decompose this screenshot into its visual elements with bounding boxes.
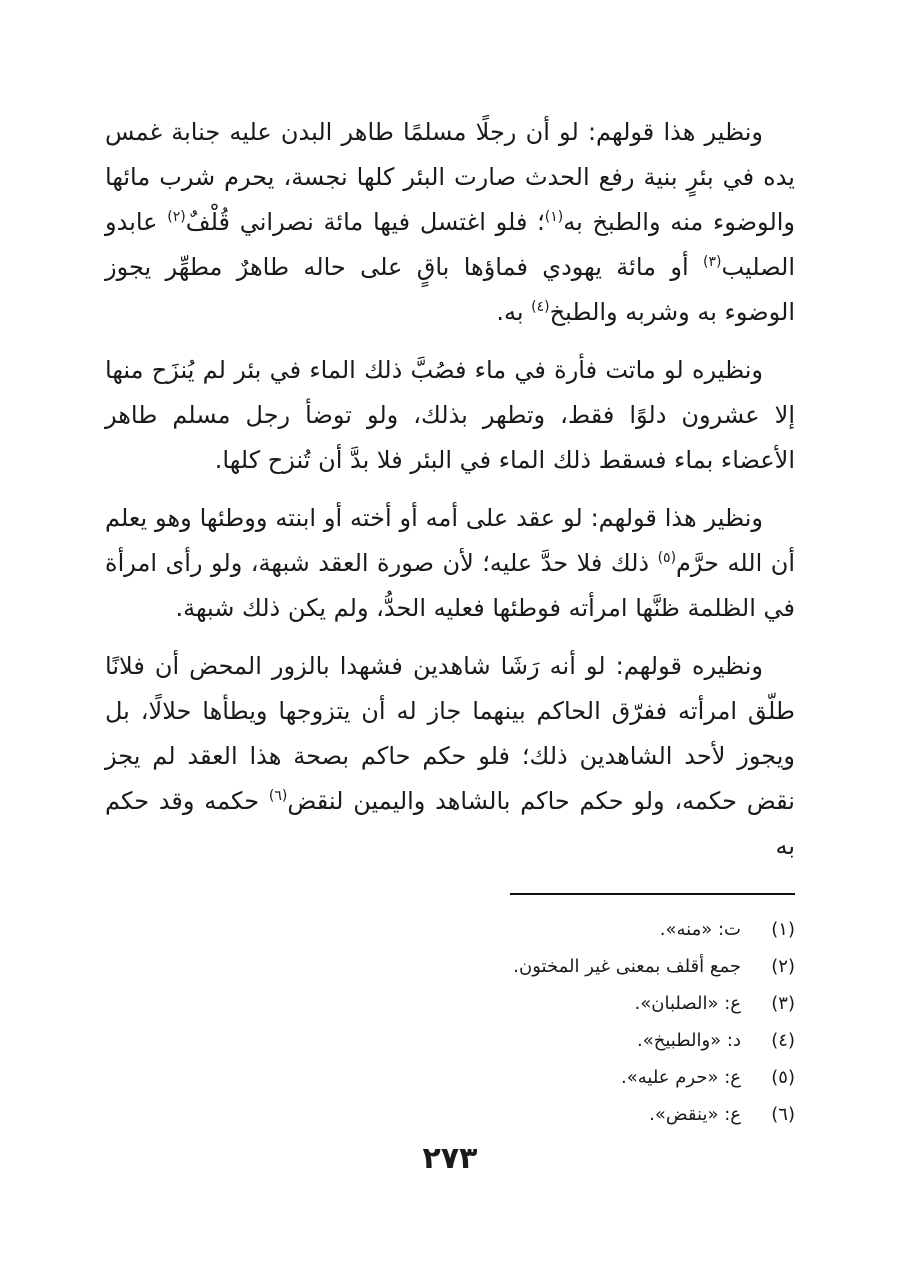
paragraph: ونظيره قولهم: لو أنه رَشَا شاهدين فشهدا بالزور المحض أن فلانًا طلّق امرأته ففرّق الحاكم بينهما جاز له أن يتزوجها ويطأها حلالًا، بل ويجوز لأحد الشاهدين ذلك؛ فلو حكم حاكم بصحة هذا العقد لم يجز نقض حكمه، ولو حكم حاكم بالشاهد واليمين لنقض$^{(٦)}$ حكمه وقد حكم به	[105, 652, 795, 860]
footnote-item	[105, 1096, 795, 1133]
footnote-text: ع: «ينقض».	[649, 1104, 741, 1125]
footnote-text: جمع أقلف بمعنى غير المختون.	[513, 956, 741, 977]
footnote-number: (٦)	[771, 1104, 795, 1125]
footnote-marker: (٦)	[268, 788, 288, 804]
paragraph: ونظير هذا قولهم: لو عقد على أمه أو أخته أو ابنته ووطئها وهو يعلم أن الله حرَّم$^{(٥)}$ ذلك فلا حدَّ عليه؛ لأن صورة العقد شبهة، ولو رأى امرأة في الظلمة ظنَّها امرأته فوطئها فعليه الحدُّ، ولم يكن ذلك شبهة.	[105, 504, 795, 622]
paragraph: ونظير هذا قولهم: لو أن رجلًا مسلمًا طاهر البدن عليه جنابة غمس يده في بئرٍ بنية رفع الحدث صارت البئر كلها نجسة، يحرم شرب مائها والوضوء منه والطبخ به$^{(١)}$؛ فلو اغتسل فيها مائة نصراني قُلْفٌ$^{(٢)}$ عابدو الصليب$^{(٣)}$ أو مائة يهودي فماؤها باقٍ على حاله طاهرٌ مطهِّر يجوز الوضوء به وشربه والطبخ$^{(٤)}$ به.	[105, 118, 796, 326]
footnote-text: ع: «حرم عليه».	[621, 1067, 741, 1088]
footnote-item	[105, 1059, 795, 1096]
footnote-text: د: «والطبيخ».	[637, 1030, 741, 1051]
footnote-text: ع: «الصلبان».	[634, 993, 741, 1014]
footnote-marker: (٣)	[702, 254, 722, 270]
footnote-number: (١)	[771, 919, 795, 940]
footnote-number: (٣)	[771, 993, 795, 1014]
page-content	[105, 110, 795, 1133]
footnote-number: (٥)	[771, 1067, 795, 1088]
footnote-item	[105, 948, 795, 985]
footnote-item	[105, 1022, 795, 1059]
footnote-text: ت: «منه».	[659, 919, 741, 940]
footnote-item	[105, 985, 795, 1022]
footnote-marker: (١)	[544, 209, 564, 225]
page-number: ٢٧٣	[422, 1141, 478, 1176]
footnotes-list	[105, 911, 795, 1133]
body-text	[105, 110, 795, 869]
footnote-marker: (٢)	[167, 209, 186, 225]
footnote-number: (٢)	[771, 956, 795, 977]
paragraph: ونظيره لو ماتت فأرة في ماء فصُبَّ ذلك الماء في بئر لم يُنزَح منها إلا عشرون دلوًا فقط، وتطهر بذلك، ولو توضأ رجل مسلم طاهر الأعضاء بماء فسقط ذلك الماء في البئر فلا بدَّ أن تُنزح كلها.	[105, 356, 795, 474]
footnote-marker: (٤)	[531, 299, 550, 315]
footnote-marker: (٥)	[657, 550, 677, 566]
footnote-separator	[510, 893, 795, 895]
footnote-item	[105, 911, 795, 948]
footnote-number: (٤)	[771, 1030, 795, 1051]
